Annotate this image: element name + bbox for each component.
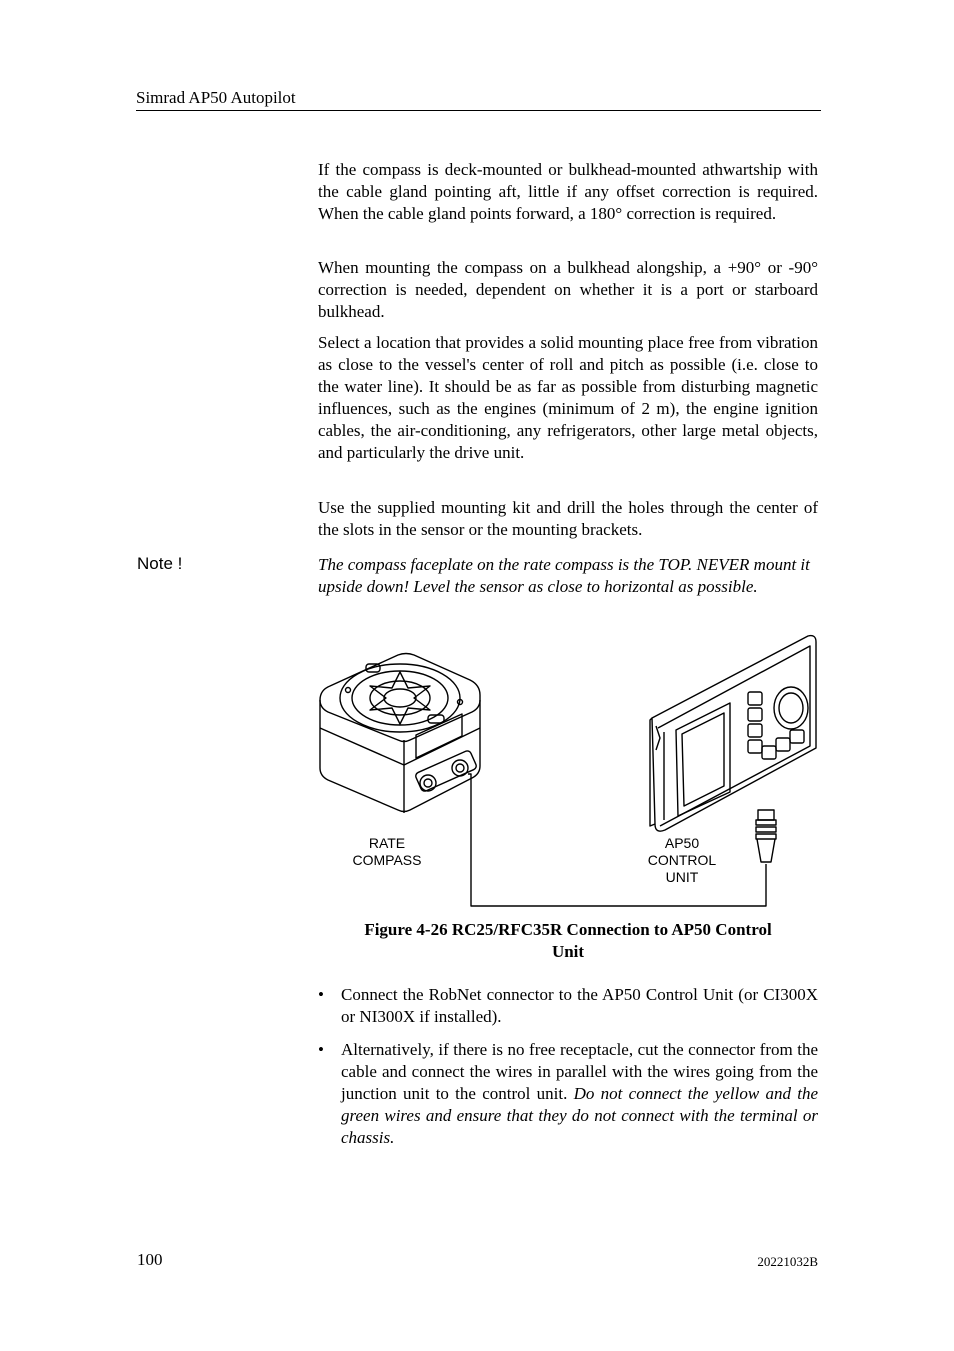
ap50-control-unit-illustration [650, 636, 816, 832]
bullet-item [318, 984, 818, 1028]
running-header: Simrad AP50 Autopilot [136, 88, 296, 107]
caption-line: Figure 4-26 RC25/RFC35R Connection to AP50 Control [364, 920, 772, 939]
note-label: Note ! [137, 554, 183, 573]
paragraph-offset-correction [318, 159, 818, 225]
bullet-text: Alternatively, if there is no free receptacle, cut the connector from the cable and connect the wires in parallel with the wires going from the junction unit to the control unit. [341, 1040, 818, 1103]
label-line: COMPASS [352, 852, 422, 868]
ap50-control-unit-label [632, 835, 732, 886]
document-number: 20221032B [757, 1254, 818, 1269]
paragraph-text: Use the supplied mounting kit and drill the holes through the center of the slots in the sensor or the mounting brackets. [318, 498, 818, 539]
bullet-text: Connect the RobNet connector to the AP50 Control Unit (or CI300X or NI300X if installed). [341, 985, 818, 1026]
label-line: RATE [368, 835, 406, 851]
figure-caption [318, 919, 818, 963]
bullet-dot: • [318, 985, 324, 1004]
paragraph-text: If the compass is deck-mounted or bulkhead-mounted athwartship with the cable gland pointing aft, little if any offset correction is required. When the cable gland points forward, a 180° correction is required. [318, 160, 818, 223]
bullet-item [318, 1039, 818, 1149]
paragraph-mounting-kit [318, 497, 818, 541]
header-rule [136, 110, 821, 111]
paragraph-text: Select a location that provides a solid mounting place free from vibration as close to the vessel's center of roll and pitch as possible (i.e. close to the water line). It should be as far as possible from disturbing magnetic influences, such as the engines (minimum of 2 m), the engine ignition cables, the air-conditioning, any refrigerators, other large metal objects, and particularly the drive unit. [318, 333, 818, 462]
page-number: 100 [137, 1250, 163, 1269]
connection-diagram [310, 628, 830, 918]
robnet-connector-illustration [756, 810, 776, 862]
rate-compass-illustration [320, 654, 480, 814]
bullet-italic-text: Do not connect the yellow and the green wires and ensure that they do not connect with the terminal or chassis. [341, 1084, 818, 1147]
paragraph-bulkhead-alongship [318, 257, 818, 323]
paragraph-text: When mounting the compass on a bulkhead alongship, a +90° or -90° correction is needed, dependent on whether it is a port or starboard bulkhead. [318, 258, 818, 321]
label-line: CONTROL [647, 852, 717, 868]
bullet-list [318, 984, 818, 1160]
paragraph-location [318, 332, 818, 464]
rate-compass-label [340, 835, 434, 869]
label-line: AP50 [664, 835, 700, 851]
label-line: UNIT [665, 869, 699, 885]
note-text: The compass faceplate on the rate compass is the TOP. NEVER mount it upside down! Level the sensor as close to horizontal as possible. [318, 555, 810, 596]
caption-line: Unit [551, 942, 585, 961]
bullet-dot: • [318, 1040, 324, 1059]
connection-figure [310, 628, 830, 918]
